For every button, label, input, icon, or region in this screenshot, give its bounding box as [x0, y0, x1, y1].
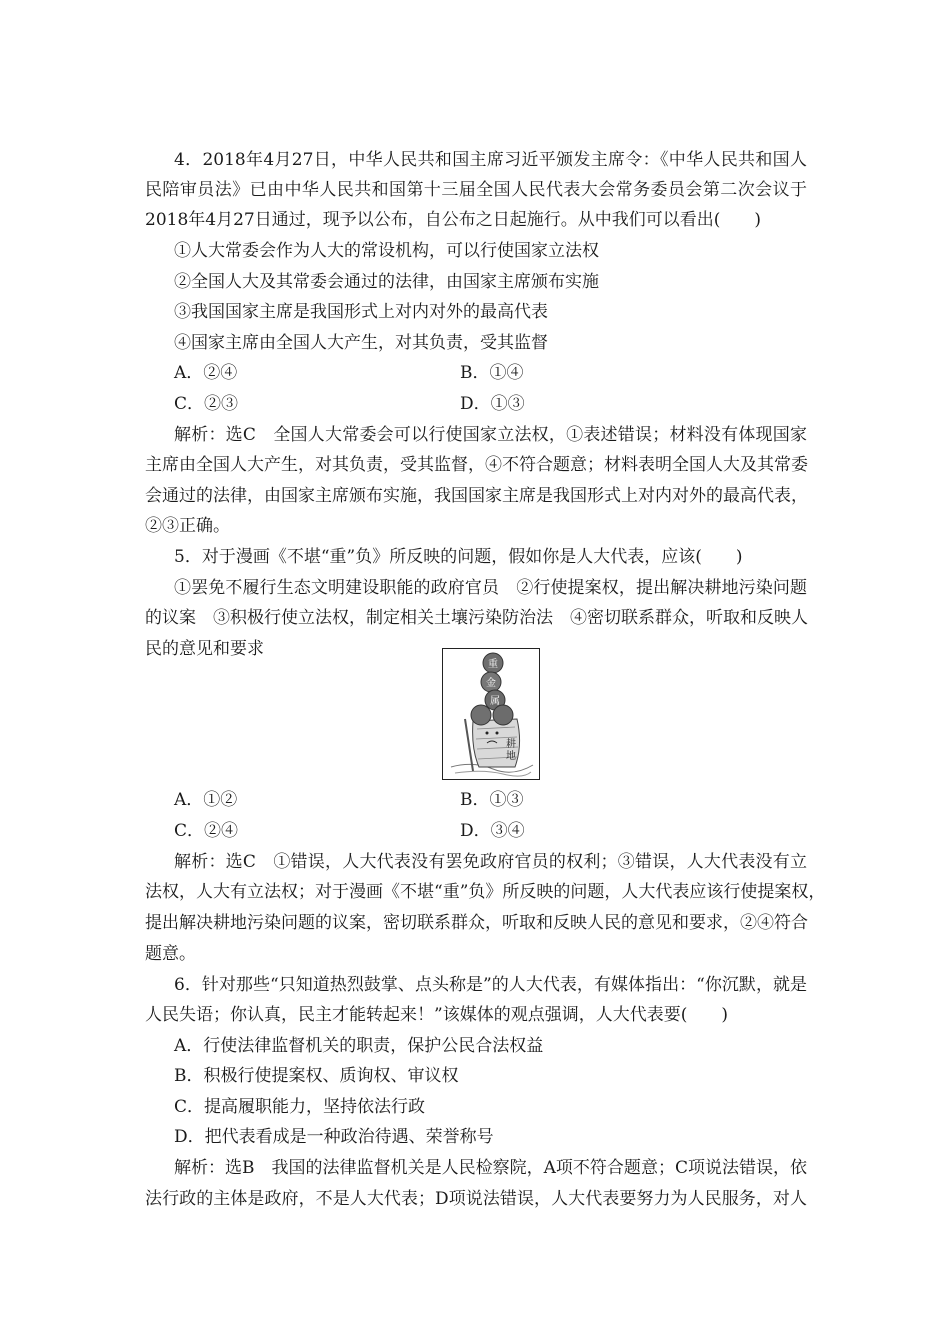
q5-option-b: B．①③ [460, 790, 524, 810]
cartoon-label-4: 耕 [506, 739, 516, 750]
q6-option-c: C．提高履职能力，坚持依法行政 [174, 1097, 426, 1117]
q4-option-d: D．①③ [460, 394, 525, 414]
q5-analysis-line-3: 提出解决耕地污染问题的议案，密切联系群众，听取和反映人民的意见和要求，②④符合 [145, 913, 808, 933]
q5-analysis-line-1: 解析：选C ①错误，人大代表没有罢免政府官员的权利；③错误，人大代表没有立 [174, 852, 807, 872]
q4-option-b: B．①④ [460, 363, 524, 383]
q6-option-a: A．行使法律监督机关的职责，保护公民合法权益 [174, 1036, 544, 1056]
q6-stem-line-2: 人民失语；你认真，民主才能转起来！”该媒体的观点强调，人大代表要( ) [145, 1005, 728, 1025]
q4-stem-line-2: 民陪审员法》已由中华人民共和国第十三届全国人民代表大会常务委员会第二次会议于 [145, 180, 807, 200]
q5-option-d: D．③④ [460, 821, 525, 841]
q4-analysis-line-1: 解析：选C 全国人大常委会可以行使国家立法权，①表述错误；材料没有体现国家 [174, 425, 807, 445]
q6-option-b: B．积极行使提案权、质询权、审议权 [174, 1066, 459, 1086]
q5-analysis-line-2: 法权，人大有立法权；对于漫画《不堪“重”负》所反映的问题，人大代表应该行使提案权， [145, 882, 826, 902]
q4-analysis-line-4: ②③正确。 [145, 516, 230, 536]
q5-items-line-2: 的议案 ③积极行使立法权，制定相关土壤污染防治法 ④密切联系群众，听取和反映人 [145, 608, 808, 628]
q4-item-1: ①人大常委会作为人大的常设机构，可以行使国家立法权 [174, 241, 599, 261]
q5-stem: 5．对于漫画《不堪“重”负》所反映的问题，假如你是人大代表，应该( ) [174, 547, 743, 567]
q5-analysis-line-4: 题意。 [145, 944, 196, 964]
cartoon-label-2: 金 [486, 678, 496, 689]
q6-analysis-line-1: 解析：选B 我国的法律监督机关是人民检察院，A项不符合题意；C项说法错误，依 [174, 1158, 807, 1178]
q4-stem-line-3: 2018年4月27日通过，现予以公布，自公布之日起施行。从中我们可以看出( ) [145, 210, 761, 230]
q4-analysis-line-2: 主席由全国人大产生，对其负责，受其监督，④不符合题意；材料表明全国人大及其常委 [145, 455, 808, 475]
q4-item-3: ③我国国家主席是我国形式上对内对外的最高代表 [174, 302, 548, 322]
cartoon-image [442, 648, 540, 780]
q5-items-line-1: ①罢免不履行生态文明建设职能的政府官员 ②行使提案权，提出解决耕地污染问题 [174, 578, 807, 598]
q6-analysis-line-2: 法行政的主体是政府，不是人大代表；D项说法错误，人大代表要努力为人民服务，对人 [145, 1189, 807, 1209]
q4-item-4: ④国家主席由全国人大产生，对其负责，受其监督 [174, 333, 548, 353]
q5-option-c: C．②④ [174, 821, 239, 841]
q4-option-a: A．②④ [174, 363, 238, 383]
cartoon-label-3: 属 [490, 696, 500, 707]
q4-stem-line-1: 4．2018年4月27日，中华人民共和国主席习近平颁发主席令：《中华人民共和国人 [174, 150, 807, 170]
cartoon-label-1: 重 [488, 659, 498, 670]
cartoon-drawing [443, 649, 539, 779]
q6-option-d: D．把代表看成是一种政治待遇、荣誉称号 [174, 1127, 494, 1147]
q4-option-c: C．②③ [174, 394, 239, 414]
q4-analysis-line-3: 会通过的法律，由国家主席颁布实施，我国国家主席是我国形式上对内对外的最高代表， [145, 486, 808, 506]
q4-item-2: ②全国人大及其常委会通过的法律，由国家主席颁布实施 [174, 272, 599, 292]
cartoon-label-5: 地 [506, 751, 516, 762]
q5-items-line-3: 民的意见和要求 [145, 639, 264, 659]
q6-stem-line-1: 6．针对那些“只知道热烈鼓掌、点头称是”的人大代表，有媒体指出：“你沉默，就是 [174, 975, 807, 995]
q5-option-a: A．①② [174, 790, 238, 810]
